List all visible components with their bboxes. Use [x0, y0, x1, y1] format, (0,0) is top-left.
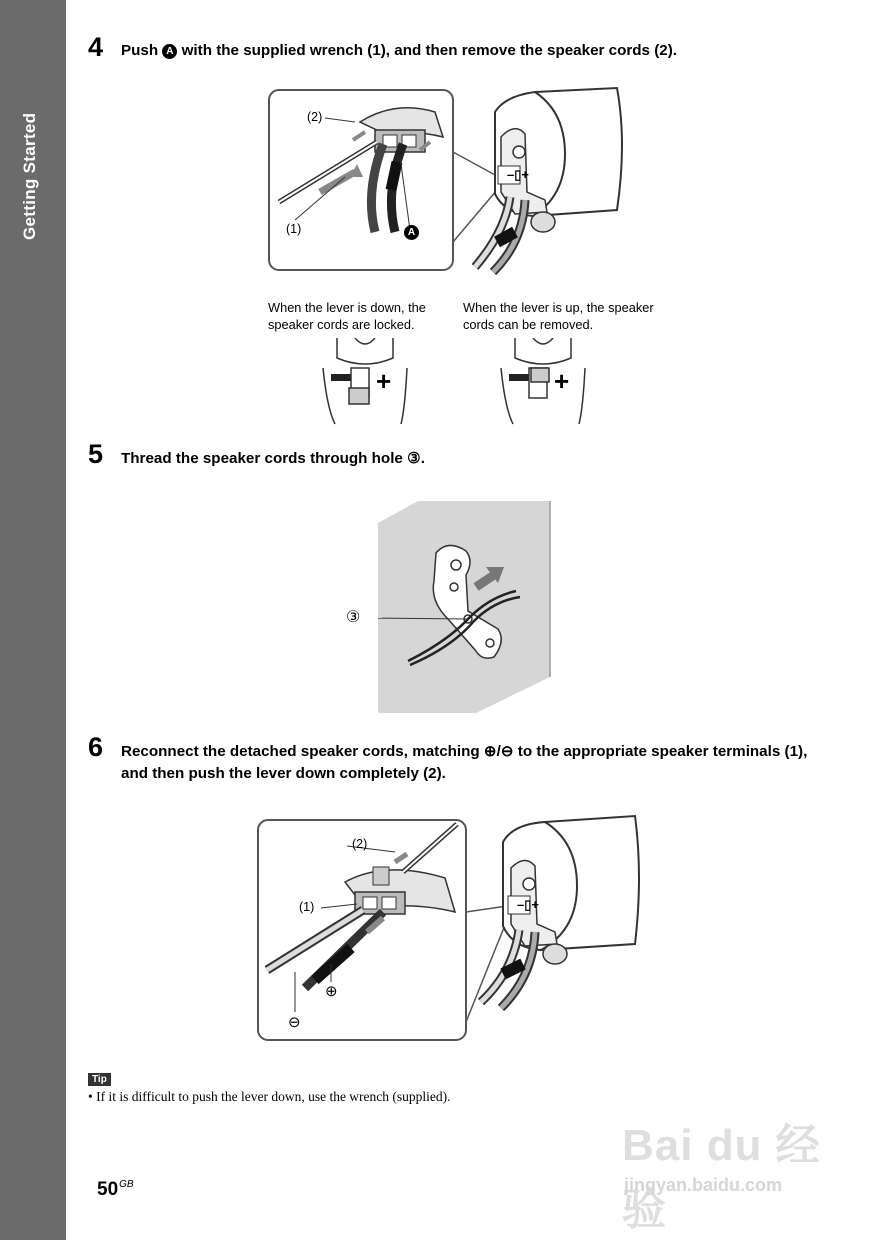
step-4-number: 4 — [88, 32, 104, 62]
tip-badge: Tip — [88, 1073, 111, 1086]
speaker-terminal-label-6: –▯+ — [517, 897, 539, 912]
up-plus-sign: + — [554, 366, 570, 396]
watermark-url: jingyan.baidu.com — [624, 1175, 783, 1195]
step-6-figure — [255, 812, 640, 1044]
step-5-number: 5 — [88, 439, 104, 469]
lever-push-label: (2) — [352, 837, 368, 851]
lever-down-figure — [315, 338, 415, 430]
speaker-terminal-label: –▯+ — [507, 167, 529, 182]
page-number — [97, 1179, 134, 1201]
hole-3-label: ③ — [346, 609, 361, 626]
down-plus-sign: + — [376, 366, 392, 396]
terminals-label: (1) — [299, 900, 315, 914]
page-number-value: 50 — [97, 1179, 119, 1200]
page-number-suffix: GB — [119, 1179, 134, 1190]
wrench-label: (1) — [286, 222, 302, 236]
step-4-text-after: with the supplied wrench (1), and then remove the speaker cords (2). — [181, 42, 677, 59]
tip-text: • If it is difficult to push the lever down, use the wrench (supplied). — [88, 1089, 451, 1104]
caption-lever-up: When the lever is up, the speaker cords can be removed. — [463, 300, 654, 332]
section-label: Getting Started — [20, 112, 39, 240]
step-6-number: 6 — [88, 732, 104, 762]
plus-label: ⊕ — [325, 983, 338, 1000]
lever-a-badge: A — [162, 44, 177, 59]
caption-lever-down: When the lever is down, the speaker cords are locked. — [268, 300, 426, 332]
step-5-instruction: Thread the speaker cords through hole ③. — [121, 450, 425, 467]
figure-lever-badge: A — [404, 225, 419, 240]
lever-up-figure — [493, 338, 593, 430]
cord-label: (2) — [307, 110, 323, 124]
step-6-instruction: Reconnect the detached speaker cords, matching ⊕/⊖ to the appropriate speaker terminals (1), and then push the lever down completely (2). — [121, 743, 808, 782]
step-4-text-before: Push — [121, 42, 159, 59]
watermark — [622, 1105, 832, 1234]
section-side-tab — [0, 0, 66, 1240]
step-5-figure — [378, 501, 554, 715]
step-4-instruction — [121, 40, 811, 62]
watermark-brand: Bai du 经验 — [622, 1121, 821, 1234]
minus-label: ⊖ — [288, 1014, 301, 1031]
